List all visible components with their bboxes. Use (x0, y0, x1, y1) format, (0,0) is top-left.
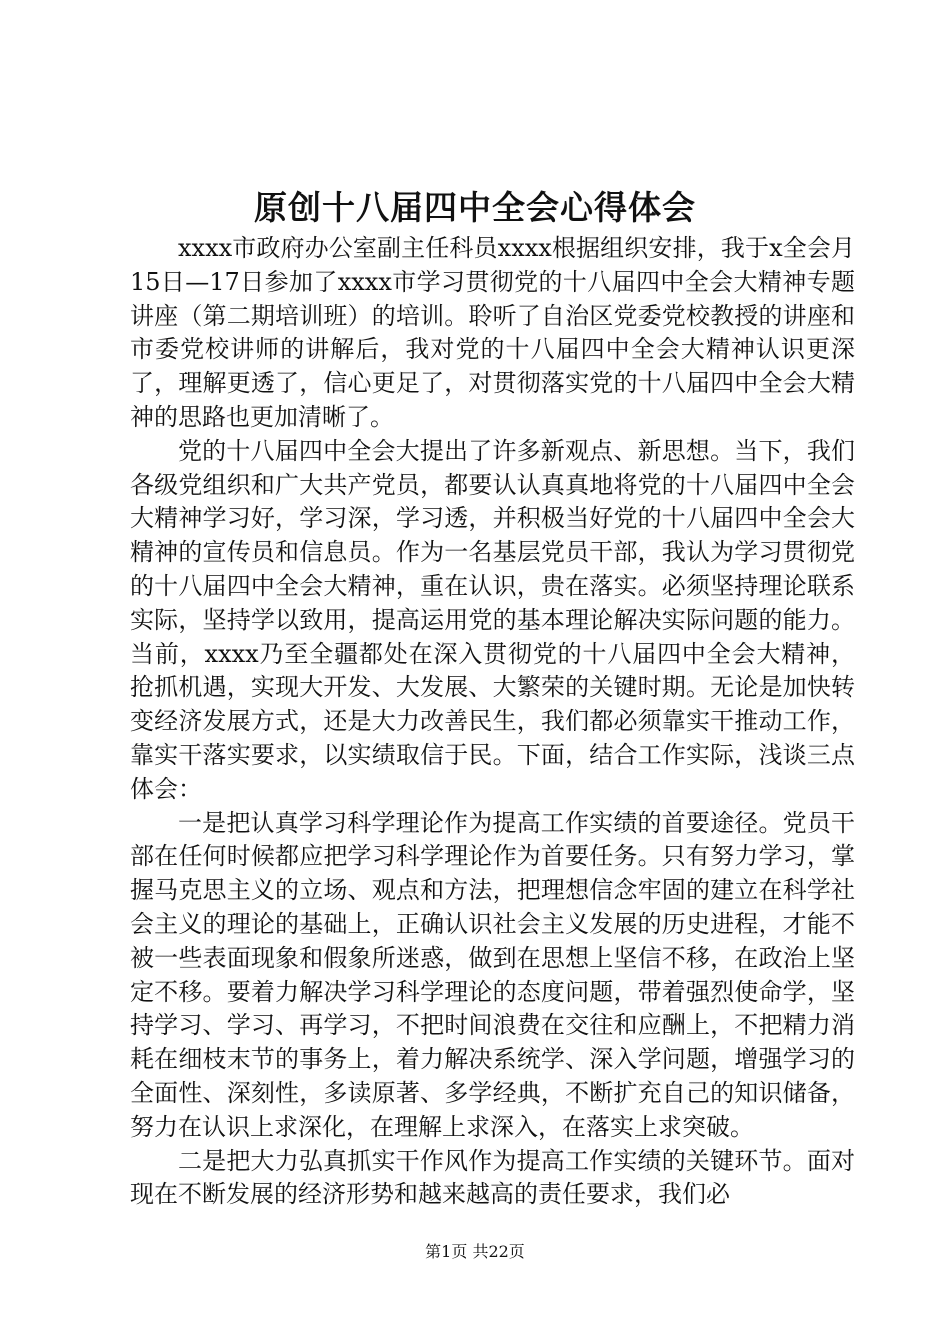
paragraph-overview: 党的十八届四中全会大提出了许多新观点、新思想。当下，我们各级党组织和广大共产党员，都要认认真真地将党的十八届四中全会大精神学习好，学习深，学习透，并积极当好党的十八届四中全会大精神的宣传员和信息员。作为一名基层党员干部，我认为学习贯彻党的十八届四中全会大精神，重在认识，贵在落实。必须坚持理论联系实际，坚持学以致用，提高运用党的基本理论解决实际问题的能力。当前，xxxx乃至全疆都处在深入贯彻党的十八届四中全会大精神，抢抓机遇，实现大开发、大发展、大繁荣的关键时期。无论是加快转变经济发展方式，还是大力改善民生，我们都必须靠实干推动工作，靠实干落实要求，以实绩取信于民。下面，结合工作实际，浅谈三点体会： (130, 436, 855, 803)
paragraph-intro: xxxx市政府办公室副主任科员xxxx根据组织安排，我于x全会月15日—17日参加了xxxx市学习贯彻党的十八届四中全会大精神专题讲座（第二期培训班）的培训。聆听了自治区党委党校教授的讲座和市委党校讲师的讲解后，我对党的十八届四中全会大精神认识更深了，理解更透了，信心更足了，对贯彻落实党的十八届四中全会大精神的思路也更加清晰了。 (130, 234, 855, 431)
paragraph-point-one: 一是把认真学习科学理论作为提高工作实绩的首要途径。党员干部在任何时候都应把学习科学理论作为首要任务。只有努力学习，掌握马克思主义的立场、观点和方法，把理想信念牢固的建立在科学社会主义的理论的基础上，正确认识社会主义发展的历史进程，才能不被一些表面现象和假象所迷惑，做到在思想上坚信不移，在政治上坚定不移。要着力解决学习科学理论的态度问题，带着强烈使命学，坚持学习、学习、再学习，不把时间浪费在交往和应酬上，不把精力消耗在细枝末节的事务上，着力解决系统学、深入学问题，增强学习的全面性、深刻性，多读原著、多学经典，不断扩充自己的知识储备，努力在认识上求深化，在理解上求深入，在落实上求突破。 (130, 808, 855, 1141)
document-title: 原创十八届四中全会心得体会 (254, 188, 696, 227)
document-body (130, 232, 855, 1212)
paragraph-point-two: 二是把大力弘真抓实干作风作为提高工作实绩的关键环节。面对现在不断发展的经济形势和越来越高的责任要求，我们必 (130, 1146, 855, 1209)
page-footer: 第1页 共22页 (425, 1242, 525, 1261)
